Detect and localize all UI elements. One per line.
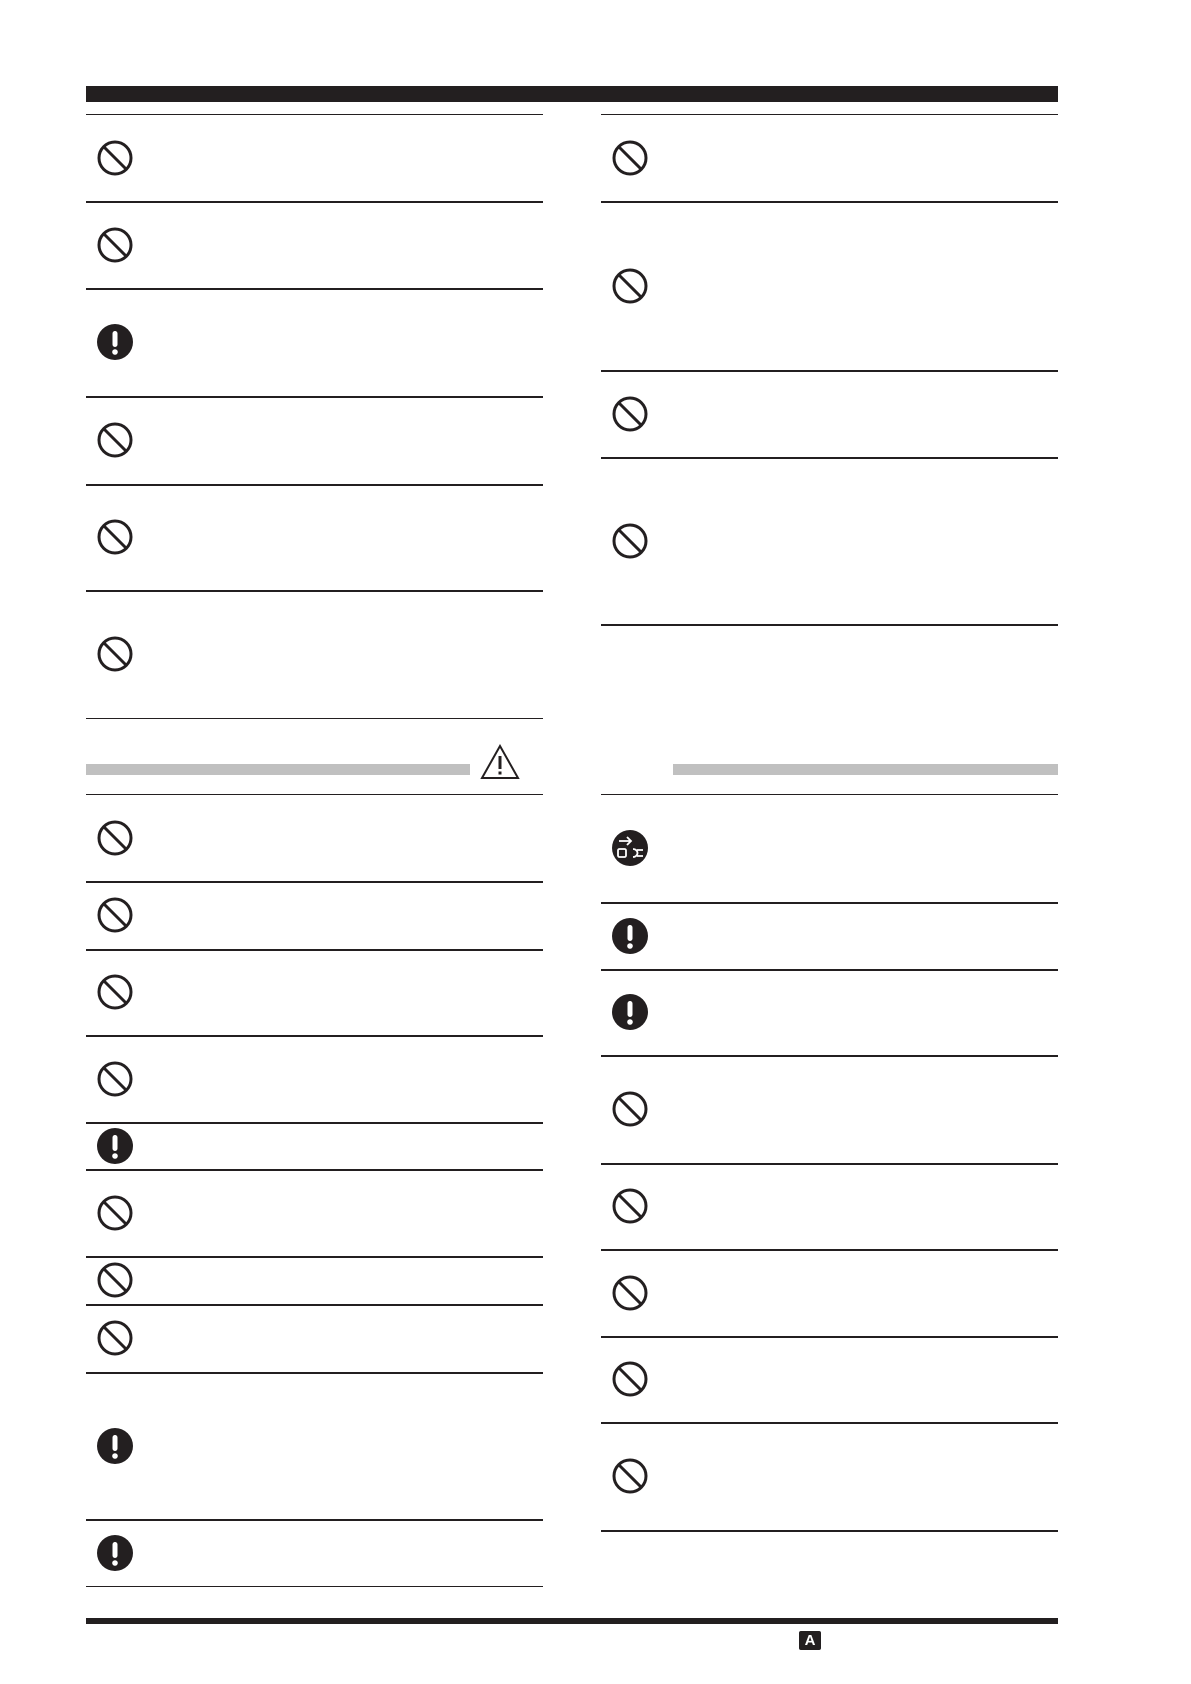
row-divider xyxy=(601,1422,1058,1424)
prohibition-icon xyxy=(96,139,134,177)
row-divider xyxy=(86,1519,543,1521)
mandatory-action-icon xyxy=(96,1427,134,1465)
prohibition-icon xyxy=(96,518,134,556)
prohibition-icon xyxy=(611,267,649,305)
row-divider xyxy=(601,1336,1058,1338)
caution-triangle-icon xyxy=(480,744,520,780)
row-divider xyxy=(601,969,1058,971)
row-divider xyxy=(86,881,543,883)
prohibition-icon xyxy=(96,421,134,459)
row-divider xyxy=(86,288,543,290)
row-divider xyxy=(601,1163,1058,1165)
prohibition-icon xyxy=(96,635,134,673)
row-divider xyxy=(86,1586,543,1587)
row-divider xyxy=(86,484,543,486)
prohibition-icon xyxy=(611,1090,649,1128)
row-divider xyxy=(86,1372,543,1374)
footer-rule xyxy=(86,1618,1058,1624)
caution-section-band xyxy=(86,764,470,775)
mandatory-action-icon xyxy=(96,1127,134,1165)
prohibition-icon xyxy=(611,1187,649,1225)
row-divider xyxy=(601,201,1058,203)
row-divider xyxy=(86,396,543,398)
prohibition-icon xyxy=(611,1457,649,1495)
right-column xyxy=(601,0,1058,1684)
prohibition-icon xyxy=(611,395,649,433)
row-divider xyxy=(86,201,543,203)
row-divider xyxy=(601,114,1058,115)
mandatory-action-icon xyxy=(611,917,649,955)
row-divider xyxy=(601,794,1058,795)
row-divider xyxy=(601,1055,1058,1057)
prohibition-icon xyxy=(96,973,134,1011)
prohibition-icon xyxy=(96,1060,134,1098)
prohibition-icon xyxy=(611,522,649,560)
row-divider xyxy=(601,1249,1058,1251)
prohibition-icon xyxy=(611,139,649,177)
prohibition-icon xyxy=(96,226,134,264)
mandatory-action-icon xyxy=(611,993,649,1031)
prohibition-icon xyxy=(96,1319,134,1357)
row-divider xyxy=(86,114,543,115)
prohibition-icon xyxy=(96,1194,134,1232)
row-divider xyxy=(86,590,543,592)
row-divider xyxy=(86,1304,543,1306)
notice-section-band xyxy=(673,764,1058,775)
row-divider xyxy=(601,457,1058,459)
row-divider xyxy=(86,794,543,795)
prohibition-icon xyxy=(96,819,134,857)
row-divider xyxy=(601,1530,1058,1532)
mandatory-action-icon xyxy=(96,323,134,361)
row-divider xyxy=(86,1122,543,1124)
prohibition-icon xyxy=(611,1274,649,1312)
row-divider xyxy=(86,1169,543,1171)
row-divider xyxy=(86,1035,543,1037)
mandatory-action-icon xyxy=(96,1534,134,1572)
unplug-power-icon xyxy=(611,829,649,867)
row-divider xyxy=(601,624,1058,626)
row-divider xyxy=(601,370,1058,372)
page-badge: A xyxy=(799,1631,821,1650)
row-divider xyxy=(86,718,543,719)
left-column xyxy=(86,0,543,1684)
prohibition-icon xyxy=(611,1360,649,1398)
row-divider xyxy=(601,902,1058,904)
row-divider xyxy=(86,1256,543,1258)
row-divider xyxy=(86,949,543,951)
prohibition-icon xyxy=(96,1261,134,1299)
prohibition-icon xyxy=(96,896,134,934)
